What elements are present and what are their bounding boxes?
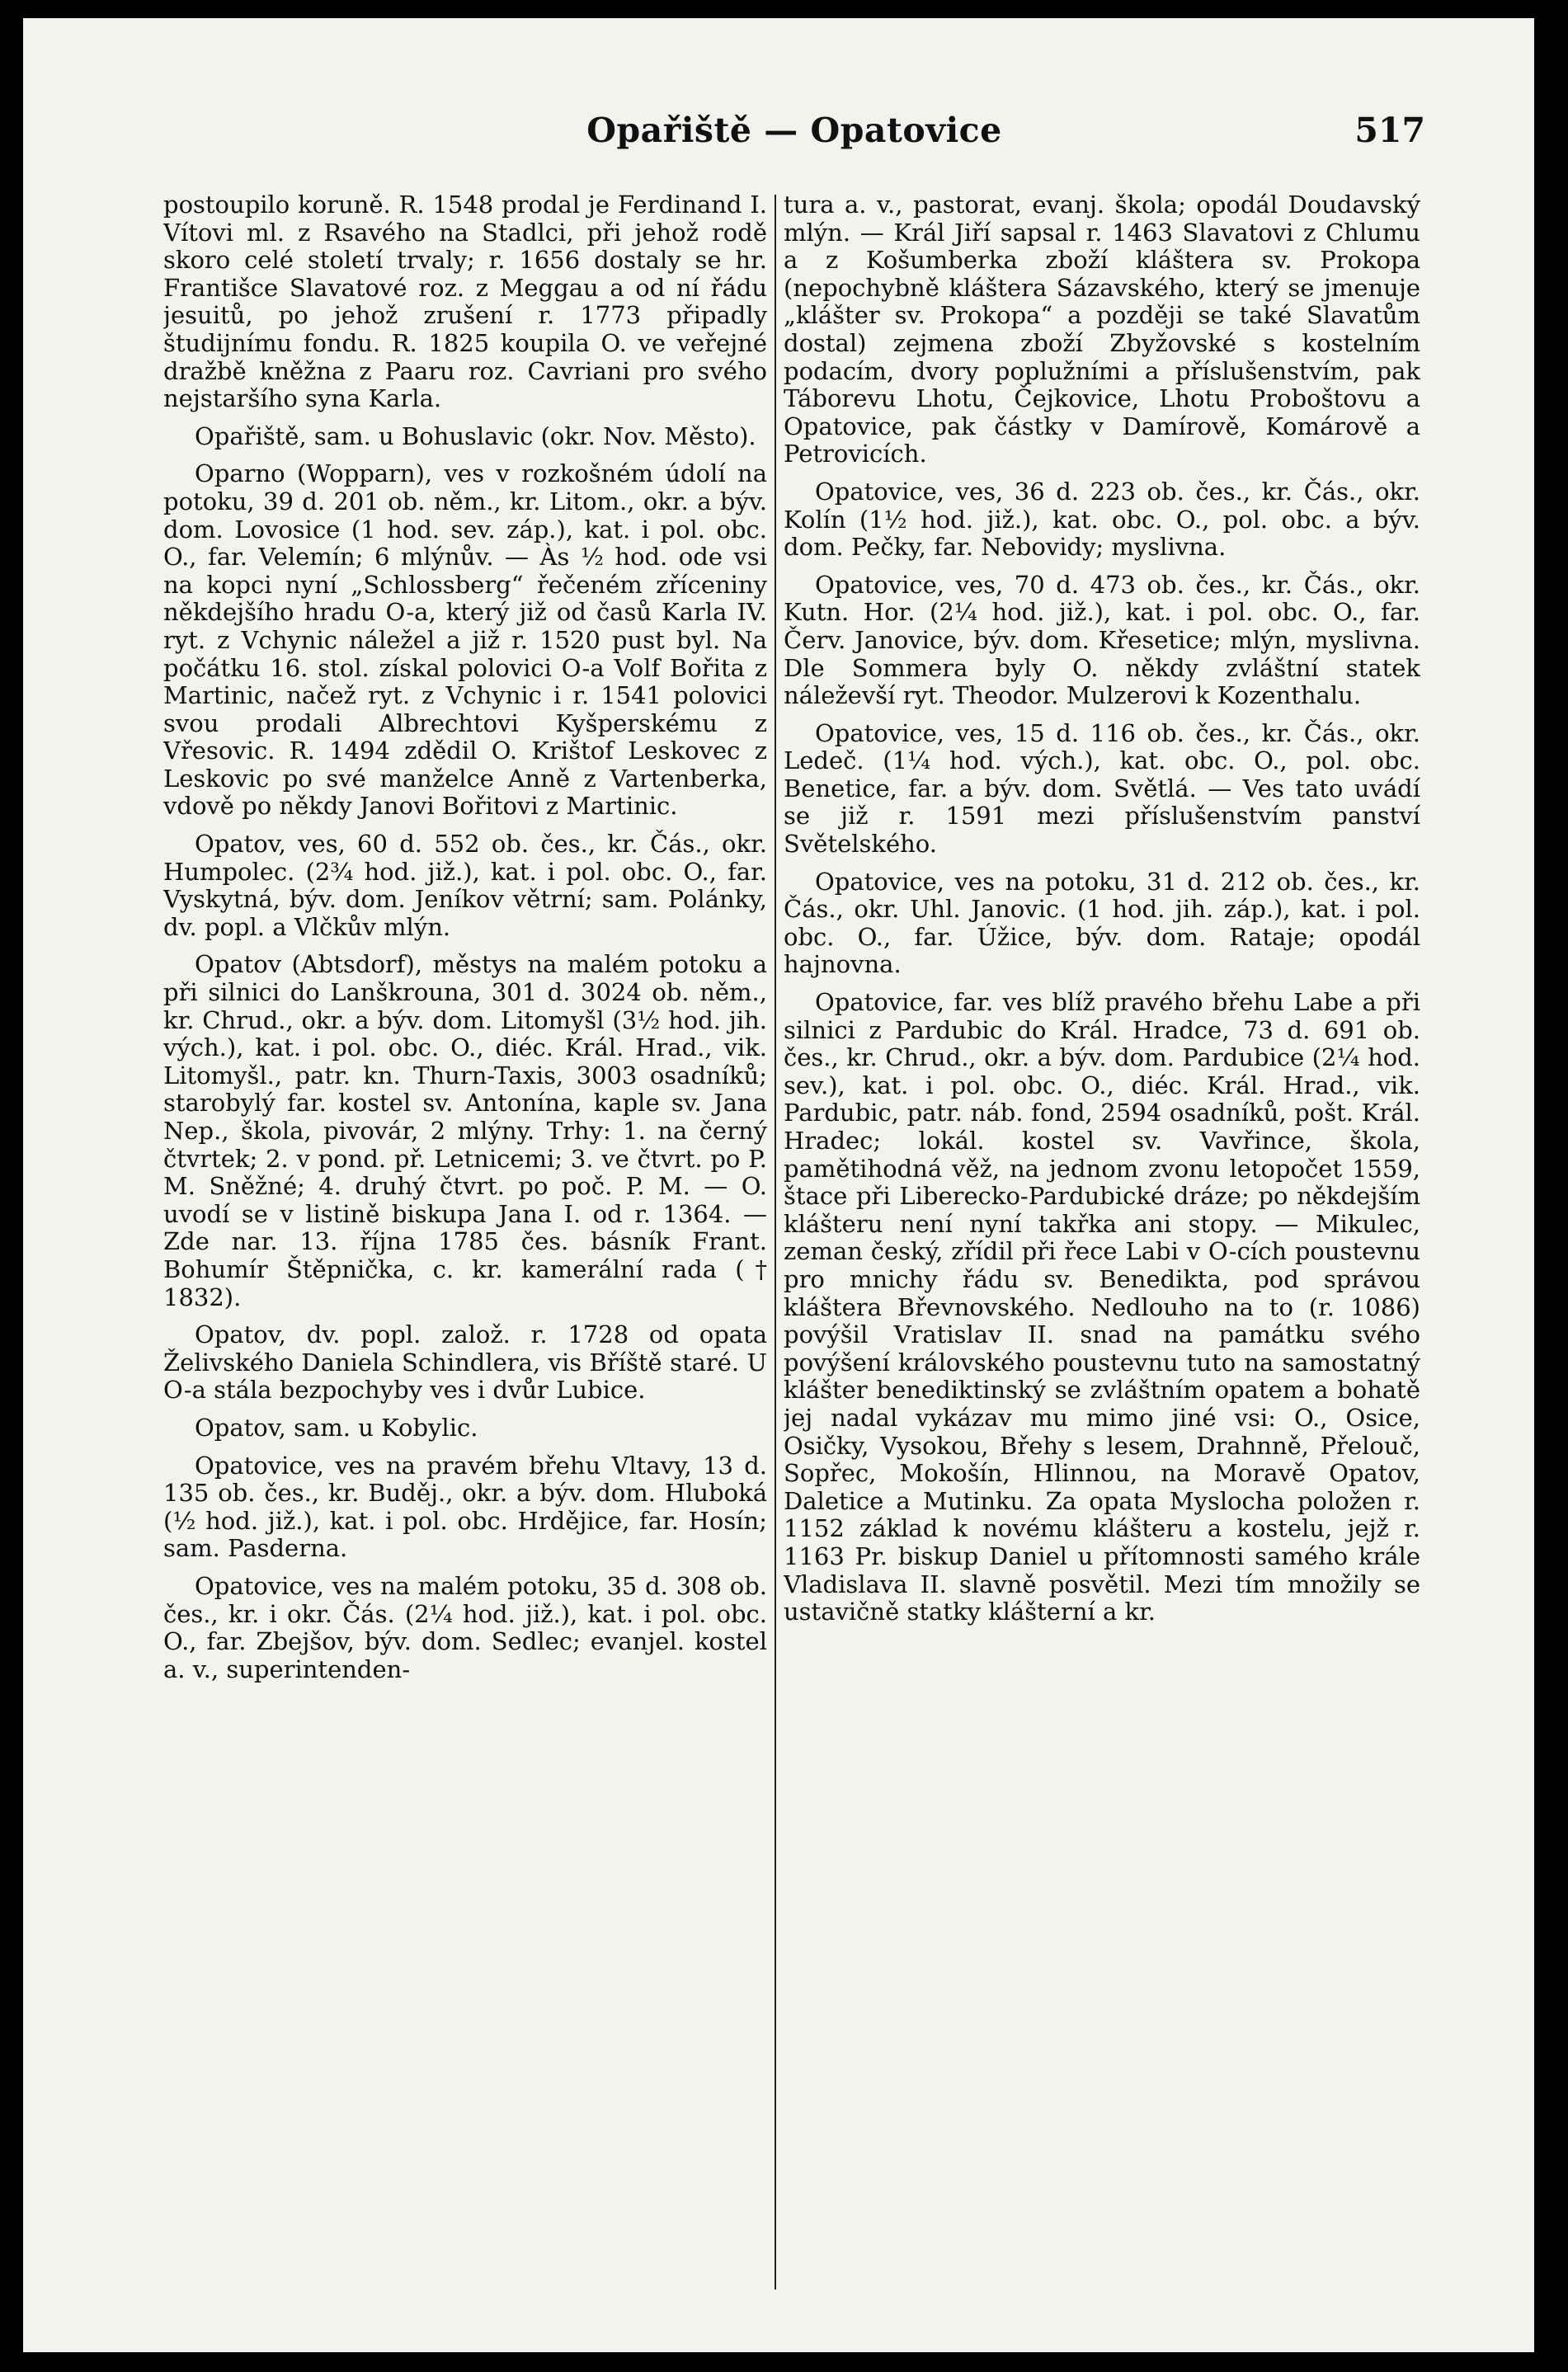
entry: Opatovice, ves na malém potoku, 35 d. 308 ob. čes., kr. i okr. Čás. (2¼ hod. již.), kat. i pol. obc. O., far. Zbejšov, býv. dom. Sedlec; evanjel. kostel a. v., superintenden- bbox=[163, 1571, 767, 1683]
running-title: Opařiště — Opatovice bbox=[586, 111, 1002, 150]
column-divider bbox=[775, 195, 776, 2290]
entry: postoupilo koruně. R. 1548 prodal je Ferdinand I. Vítovi ml. z Rsavého na Stadlci, při jehož rodě skoro celé století trvaly; r. 1656 dostaly se hr. Františce Slavatové roz. z Meggau a od ní řádu jesuitů, po jehož zrušení r. 1773 připadly študijnímu fondu. R. 1825 koupila O. ve veřejné dražbě kněžna z Paaru roz. Cavriani pro svého nejstaršího syna Karla. bbox=[163, 191, 767, 413]
entry: Opatovice, ves, 70 d. 473 ob. čes., kr. Čás., okr. Kutn. Hor. (2¼ hod. již.), kat. i pol. obc. O., far. Červ. Janovice, býv. dom. Křesetice; mlýn, myslivna. Dle Sommera byly O. někdy zvláštní statek náleževší ryt. Theodor. Mulzerovi k Kozenthalu. bbox=[784, 570, 1420, 710]
entry: Opatov, dv. popl. založ. r. 1728 od opata Želivského Daniela Schindlera, vis Bříště staré. U O-a stála bezpochyby ves i dvůr Lubice. bbox=[163, 1320, 767, 1405]
entry: Opatovice, ves na potoku, 31 d. 212 ob. čes., kr. Čás., okr. Uhl. Janovic. (1 hod. jih. záp.), kat. i pol. obc. O., far. Úžice, býv. dom. Rataje; opodál hajnovna. bbox=[784, 867, 1420, 979]
left-column bbox=[163, 191, 767, 2303]
right-column bbox=[784, 191, 1420, 2303]
entry: Opatovice, ves, 36 d. 223 ob. čes., kr. Čás., okr. Kolín (1½ hod. již.), kat. obc. O., pol. obc. a býv. dom. Pečky, far. Nebovidy; myslivna. bbox=[784, 477, 1420, 562]
entry: Opatov (Abtsdorf), městys na malém potoku a při silnici do Lanškrouna, 301 d. 3024 ob. něm., kr. Chrud., okr. a býv. dom. Litomyšl (3½ hod. jih. vých.), kat. i pol. obc. O., diéc. Král. Hrad., vik. Litomyšl., patr. kn. Thurn-Taxis, 3003 osadníků; starobylý far. kostel sv. Antonína, kaple sv. Jana Nep., škola, pivovár, 2 mlýny. Trhy: 1. na černý čtvrtek; 2. v pond. př. Letnicemi; 3. ve čtvrt. po P. M. Sněžné; 4. druhý čtvrt. po poč. P. M. — O. uvodí se v listině biskupa Jana I. od r. 1364. — Zde nar. 13. října 1785 čes. básník Frant. Bohumír Štěpnička, c. kr. kamerální rada († 1832). bbox=[163, 950, 767, 1311]
entry: Opatovice, ves, 15 d. 116 ob. čes., kr. Čás., okr. Ledeč. (1¼ hod. vých.), kat. obc. O., pol. obc. Benetice, far. a býv. dom. Světlá. — Ves tato uvádí se již r. 1591 mezi příslušenstvím panství Světelského. bbox=[784, 718, 1420, 859]
entry: Opatov, sam. u Kobylic. bbox=[195, 1413, 478, 1442]
entry: Opařiště, sam. u Bohuslavic (okr. Nov. Město). bbox=[195, 421, 756, 450]
entry: tura a. v., pastorat, evanj. škola; opodál Doudavský mlýn. — Král Jiří sapsal r. 1463 Slavatovi z Chlumu a z Košumberka zboží kláštera sv. Prokopa (nepochybně kláštera Sázavského, který se jmenuje „klášter sv. Prokopa“ a později se také Slavatům dostal) zejmena zboží Zbyžovské s kostelním podacím, dvory poplužními a příslušenstvím, pak Táborevu Lhotu, Čejkovice, Lhotu Proboštovu a Opatovice, pak částky v Damírově, Komárově a Petrovicích. bbox=[784, 191, 1420, 468]
book-page bbox=[23, 18, 1534, 2352]
entry: Opatovice, far. ves blíž pravého břehu Labe a při silnici z Pardubic do Král. Hradce, 73 d. 691 ob. čes., kr. Chrud., okr. a býv. dom. Pardubice (2¼ hod. sev.), kat. i pol. obc. O., diéc. Král. Hrad., vik. Pardubic, patr. náb. fond, 2594 osadníků, pošt. Král. Hradec; lokál. kostel sv. Vavřince, škola, pamětihodná věž, na jednom zvonu letopočet 1559, štace při Liberecko-Pardubické dráze; po někdejším klášteru není nyní takřka ani stopy. — Mikulec, zeman český, zřídil při řece Labi v O-cích poustevnu pro mnichy řádu sv. Benedikta, pod správou kláštera Břevnovského. Nedlouho na to (r. 1086) povýšil Vratislav II. snad na památku svého povýšení královského poustevnu tuto na samostatný klášter benediktinský se zvláštním opatem a bohatě jej nadal vykázav mu mimo jiné vsi: O., Osice, Osičky, Vysokou, Břehy s lesem, Drahnně, Přelouč, Sopřec, Mokošín, Hlinnou, na Moravě Opatov, Daletice a Mutinku. Za opata Myslocha položen r. 1152 základ k novému klášteru a kostelu, jejž r. 1163 Pr. biskup Daniel u přítomnosti samého krále Vladislava II. slavně posvětil. Mezi tím množily se ustavičně statky klášterní a kr. bbox=[784, 988, 1420, 1626]
entry: Oparno (Wopparn), ves v rozkošném údolí na potoku, 39 d. 201 ob. něm., kr. Litom., okr. a býv. dom. Lovosice (1 hod. sev. záp.), kat. i pol. obc. O., far. Velemín; 6 mlýnův. — Às ½ hod. ode vsi na kopci nyní „Schlossberg“ řečeném zříceniny někdejšího hradu O-a, který již od časů Karla IV. ryt. z Vchynic náležel a již r. 1520 pust byl. Na počátku 16. stol. získal polovici O-a Volf Bořita z Martinic, načež ryt. z Vchynic i r. 1541 polovici svou prodali Albrechtovi Kyšperskému z Vřesovic. R. 1494 zdědil O. Krištof Leskovec z Leskovic po své manželce Anně z Vartenberka, vdově po někdy Janovi Bořitovi z Martinic. bbox=[163, 459, 767, 821]
page-header bbox=[163, 111, 1425, 160]
page-number: 517 bbox=[1354, 111, 1425, 150]
entry: Opatov, ves, 60 d. 552 ob. čes., kr. Čás., okr. Humpolec. (2¾ hod. již.), kat. i pol. obc. O., far. Vyskytná, býv. dom. Jeníkov větrní; sam. Polánky, dv. popl. a Vlčkův mlýn. bbox=[163, 830, 767, 941]
entry: Opatovice, ves na pravém břehu Vltavy, 13 d. 135 ob. čes., kr. Buděj., okr. a býv. dom. Hluboká (½ hod. již.), kat. i pol. obc. Hrdějice, far. Hosín; sam. Pasderna. bbox=[163, 1451, 767, 1563]
